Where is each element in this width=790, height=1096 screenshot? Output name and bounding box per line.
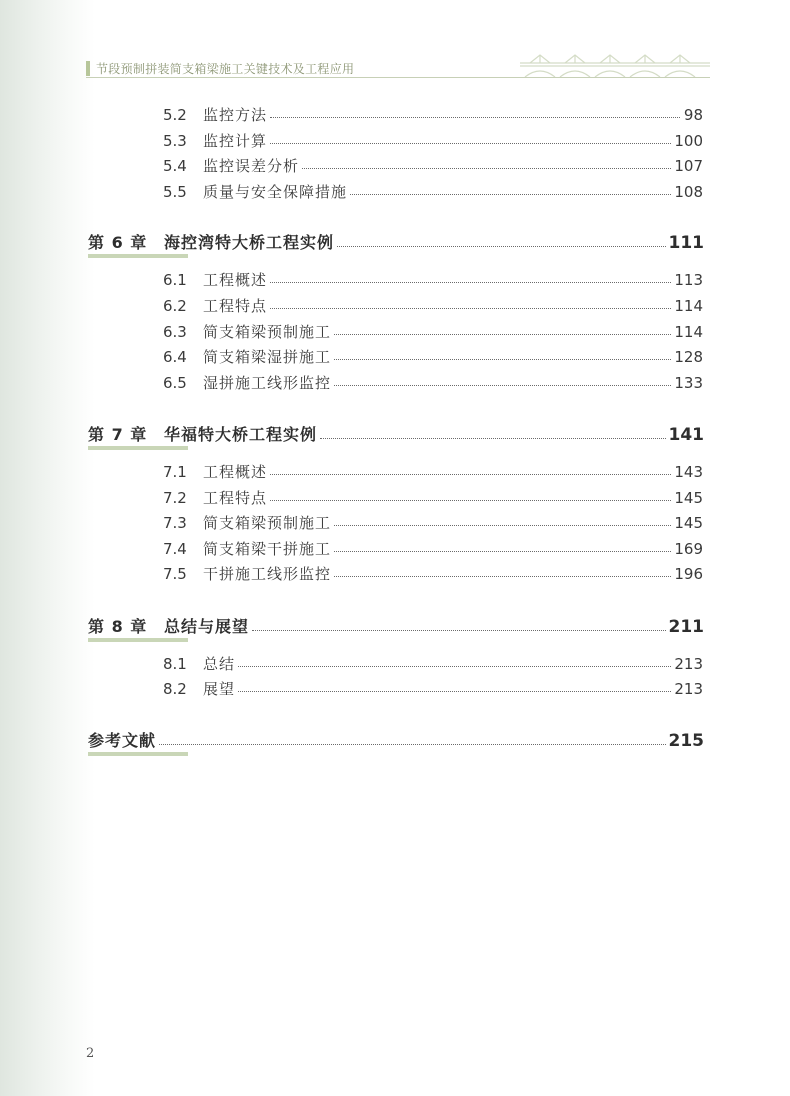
- toc-entry-7-5[interactable]: [163, 563, 703, 583]
- toc-entry-7-2[interactable]: [163, 487, 703, 507]
- chapter-underline: [88, 254, 188, 258]
- section-number: 6.3: [163, 323, 187, 341]
- toc-entry-8-2[interactable]: [163, 678, 703, 698]
- leader-dots: [238, 666, 671, 667]
- section-page: 145: [674, 489, 703, 507]
- section-page: 169: [674, 540, 703, 558]
- toc-entry-7-1[interactable]: [163, 461, 703, 481]
- section-title: 监控误差分析: [203, 157, 300, 175]
- leader-dots: [334, 359, 671, 360]
- section-number: 6.2: [163, 297, 187, 315]
- section-number: 5.5: [163, 183, 187, 201]
- section-page: 128: [674, 348, 703, 366]
- chapter-underline: [88, 638, 188, 642]
- section-title: 简支箱梁预制施工: [203, 514, 332, 532]
- section-number: 8.1: [163, 655, 187, 673]
- section-title: 总结: [203, 655, 236, 673]
- toc-entry-5-3[interactable]: [163, 130, 703, 150]
- chapter-page: 211: [668, 617, 704, 637]
- section-number: 5.2: [163, 106, 187, 124]
- leader-dots: [252, 630, 665, 631]
- section-number: 7.4: [163, 540, 187, 558]
- references-page: 215: [668, 731, 704, 751]
- section-title: 工程特点: [203, 489, 268, 507]
- section-page: 196: [674, 565, 703, 583]
- section-number: 6.1: [163, 271, 187, 289]
- section-number: 5.4: [163, 157, 187, 175]
- leader-dots: [334, 334, 671, 335]
- toc-entry-8-1[interactable]: [163, 653, 703, 673]
- leader-dots: [238, 691, 671, 692]
- toc-entry-7-4[interactable]: [163, 538, 703, 558]
- chapter-number: 第 6 章: [88, 233, 148, 252]
- chapter-underline: [88, 446, 188, 450]
- section-number: 7.2: [163, 489, 187, 507]
- section-title: 质量与安全保障措施: [203, 183, 348, 201]
- section-page: 107: [674, 157, 703, 175]
- section-title: 工程特点: [203, 297, 268, 315]
- toc-entry-5-5[interactable]: [163, 181, 703, 201]
- chapter-title: 总结与展望: [164, 617, 250, 636]
- references-title: 参考文献: [88, 731, 157, 750]
- toc-chapter-6[interactable]: [88, 230, 704, 256]
- section-page: 100: [674, 132, 703, 150]
- toc-chapter-8[interactable]: [88, 614, 704, 640]
- toc-entry-6-3[interactable]: [163, 321, 703, 341]
- leader-dots: [270, 143, 671, 144]
- section-title: 工程概述: [203, 463, 268, 481]
- leader-dots: [159, 744, 665, 745]
- toc-entry-6-1[interactable]: [163, 269, 703, 289]
- section-number: 7.5: [163, 565, 187, 583]
- chapter-page: 141: [668, 425, 704, 445]
- section-title: 监控方法: [203, 106, 268, 124]
- leader-dots: [320, 438, 665, 439]
- chapter-underline: [88, 752, 188, 756]
- leader-dots: [270, 117, 680, 118]
- chapter-page: 111: [668, 233, 704, 253]
- section-number: 7.3: [163, 514, 187, 532]
- toc-chapter-7[interactable]: [88, 422, 704, 448]
- section-page: 114: [674, 323, 703, 341]
- section-title: 展望: [203, 680, 236, 698]
- chapter-number: 第 7 章: [88, 425, 148, 444]
- toc-entry-5-2[interactable]: [163, 104, 703, 124]
- section-page: 98: [683, 106, 703, 124]
- section-page: 213: [674, 655, 703, 673]
- section-page: 133: [674, 374, 703, 392]
- leader-dots: [334, 551, 671, 552]
- section-number: 6.4: [163, 348, 187, 366]
- toc-entry-6-5[interactable]: [163, 372, 703, 392]
- leader-dots: [270, 474, 671, 475]
- section-title: 简支箱梁湿拼施工: [203, 348, 332, 366]
- leader-dots: [334, 525, 671, 526]
- leader-dots: [270, 282, 671, 283]
- page-number: 2: [86, 1046, 95, 1061]
- toc-references[interactable]: [88, 728, 704, 754]
- chapter-number: 第 8 章: [88, 617, 148, 636]
- section-page: 108: [674, 183, 703, 201]
- section-page: 114: [674, 297, 703, 315]
- leader-dots: [270, 500, 671, 501]
- section-number: 6.5: [163, 374, 187, 392]
- toc-entry-7-3[interactable]: [163, 512, 703, 532]
- section-title: 湿拼施工线形监控: [203, 374, 332, 392]
- section-number: 8.2: [163, 680, 187, 698]
- section-number: 5.3: [163, 132, 187, 150]
- leader-dots: [270, 308, 671, 309]
- toc-entry-6-2[interactable]: [163, 295, 703, 315]
- section-title: 简支箱梁预制施工: [203, 323, 332, 341]
- chapter-title: 海控湾特大桥工程实例: [164, 233, 335, 252]
- chapter-title: 华福特大桥工程实例: [164, 425, 318, 444]
- leader-dots: [337, 246, 665, 247]
- leader-dots: [302, 168, 671, 169]
- section-page: 145: [674, 514, 703, 532]
- section-title: 干拼施工线形监控: [203, 565, 332, 583]
- section-page: 143: [674, 463, 703, 481]
- section-number: 7.1: [163, 463, 187, 481]
- section-page: 113: [674, 271, 703, 289]
- section-page: 213: [674, 680, 703, 698]
- leader-dots: [334, 576, 671, 577]
- leader-dots: [334, 385, 671, 386]
- toc-entry-6-4[interactable]: [163, 346, 703, 366]
- header-title: 节段预制拼装简支箱梁施工关键技术及工程应用: [96, 62, 355, 76]
- section-title: 工程概述: [203, 271, 268, 289]
- section-title: 监控计算: [203, 132, 268, 150]
- leader-dots: [350, 194, 671, 195]
- section-title: 简支箱梁干拼施工: [203, 540, 332, 558]
- toc-entry-5-4[interactable]: [163, 155, 703, 175]
